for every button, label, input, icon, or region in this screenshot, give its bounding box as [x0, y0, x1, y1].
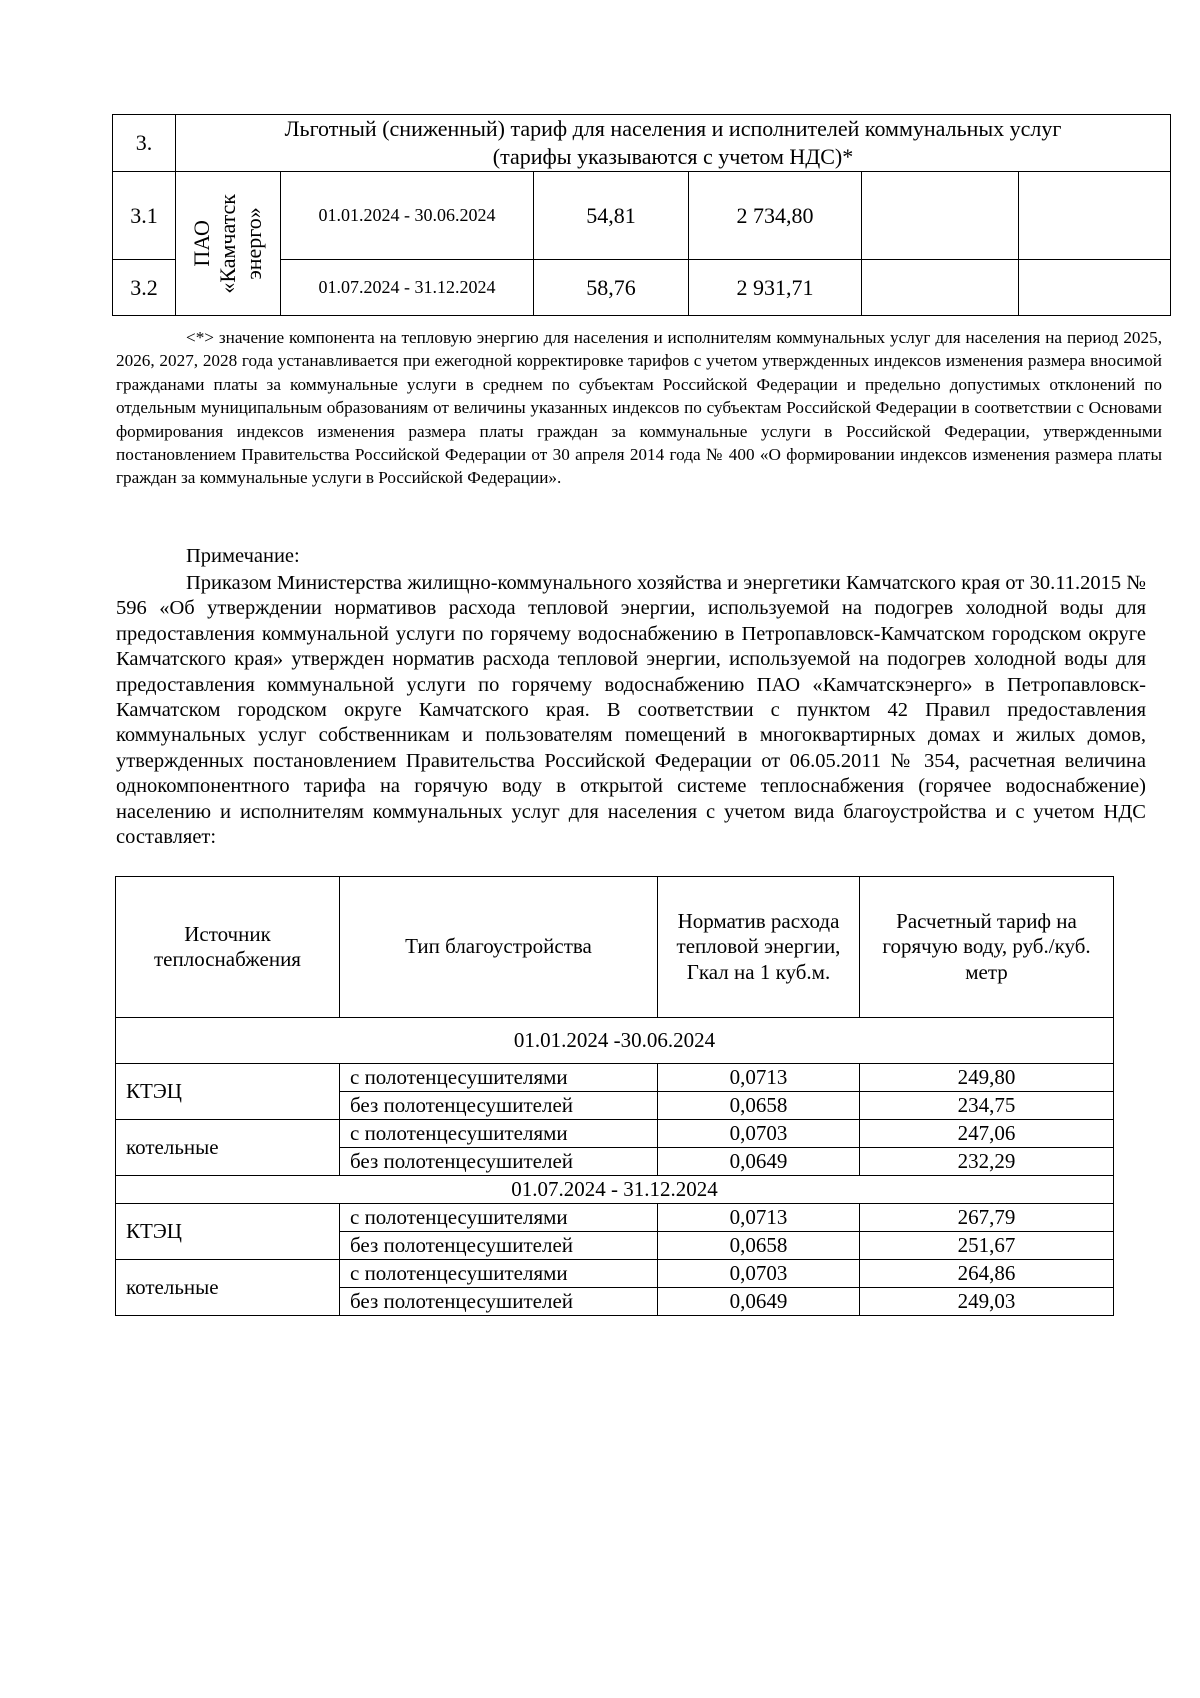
- tariff-cell: 249,03: [860, 1288, 1114, 1316]
- type-cell: с полотенцесушителями: [340, 1204, 658, 1232]
- note: [116, 571, 1146, 850]
- row-number: 3.2: [113, 260, 176, 316]
- type-cell: без полотенцесушителей: [340, 1232, 658, 1260]
- type-cell: без полотенцесушителей: [340, 1148, 658, 1176]
- period-row: [116, 1176, 1114, 1204]
- value-1: 58,76: [534, 260, 689, 316]
- section-title: [176, 115, 1171, 172]
- empty-cell: [1019, 172, 1171, 260]
- header-tariff: Расчетный тариф на горячую воду, руб./куб. метр: [860, 877, 1114, 1018]
- period: 01.07.2024 - 31.12.2024: [281, 260, 534, 316]
- footnote: [116, 326, 1162, 490]
- preferential-tariff-table: [112, 114, 1171, 316]
- section-header-row: [113, 115, 1171, 172]
- note-text: Приказом Министерства жилищно-коммунального хозяйства и энергетики Камчатского края от 30.11.2015 № 596 «Об утверждении нормативов расхода тепловой энергии, используемой на подогрев холодной воды для предоставления коммунальной услуги по горячему водоснабжению в Петропавловск-Камчатском городском округе Камчатского края» утвержден норматив расхода тепловой энергии, используемой на подогрев холодной воды для предоставления коммунальной услуги по горячему водоснабжению ПАО «Камчатскэнерго» в Петропавловск-Камчатском городском округе Камчатского края. В соответствии с пунктом 42 Правил предоставления коммунальных услуг собственникам и пользователям помещений в многоквартирных домах и жилых домов, утвержденных постановлением Правительства Российской Федерации от 06.05.2011 № 354, расчетная величина однокомпонентного тарифа на горячую воду в открытой системе теплоснабжения (горячее водоснабжение) населению и исполнителям коммунальных услуг для населения с учетом вида благоустройства и с учетом НДС составляет:: [116, 572, 1146, 849]
- header-norm: Норматив расхода тепловой энергии, Гкал на 1 куб.м.: [658, 877, 860, 1018]
- value-2: 2 931,71: [689, 260, 862, 316]
- company-line3: энерго»: [241, 207, 266, 280]
- company-line2: «Камчатск: [215, 193, 240, 294]
- value-2: 2 734,80: [689, 172, 862, 260]
- norm-cell: 0,0713: [658, 1064, 860, 1092]
- table-row: [116, 1120, 1114, 1148]
- type-cell: с полотенцесушителями: [340, 1064, 658, 1092]
- section-title-line1: Льготный (сниженный) тариф для населения и исполнителей коммунальных услуг: [284, 116, 1062, 141]
- tariff-cell: 234,75: [860, 1092, 1114, 1120]
- tariff-cell: 232,29: [860, 1148, 1114, 1176]
- company-line1: ПАО: [189, 220, 214, 267]
- norm-cell: 0,0649: [658, 1148, 860, 1176]
- norm-cell: 0,0713: [658, 1204, 860, 1232]
- source-cell: котельные: [116, 1120, 340, 1176]
- tariff-cell: 264,86: [860, 1260, 1114, 1288]
- period-label: 01.01.2024 -30.06.2024: [116, 1018, 1114, 1064]
- company-cell: [176, 172, 281, 316]
- tariff-cell: 251,67: [860, 1232, 1114, 1260]
- type-cell: без полотенцесушителей: [340, 1092, 658, 1120]
- row-number: 3.1: [113, 172, 176, 260]
- source-cell: КТЭЦ: [116, 1064, 340, 1120]
- note-title: Примечание:: [186, 545, 300, 567]
- norm-cell: 0,0703: [658, 1120, 860, 1148]
- source-cell: КТЭЦ: [116, 1204, 340, 1260]
- table-row: [116, 1064, 1114, 1092]
- source-cell: котельные: [116, 1260, 340, 1316]
- value-1: 54,81: [534, 172, 689, 260]
- empty-cell: [862, 172, 1019, 260]
- tariff-cell: 247,06: [860, 1120, 1114, 1148]
- footnote-text: <*> значение компонента на тепловую энергию для населения и исполнителям коммунальных услуг для населения на период 2025, 2026, 2027, 2028 года устанавливается при ежегодной корректировке тарифов с учетом утвержденных индексов изменения размера вносимой гражданами платы за коммунальные услуги в среднем по субъектам Российской Федерации и предельно допустимых отклонений по отдельным муниципальным образованиям от величины указанных индексов по субъектам Российской Федерации в соответствии с Основами формирования индексов изменения размера платы граждан за коммунальные услуги в Российской Федерации, утвержденными постановлением Правительства Российской Федерации от 30 апреля 2014 года № 400 «О формировании индексов изменения размера платы граждан за коммунальные услуги в Российской Федерации».: [116, 328, 1162, 488]
- table-row: [116, 1260, 1114, 1288]
- period: 01.01.2024 - 30.06.2024: [281, 172, 534, 260]
- period-row: [116, 1018, 1114, 1064]
- section-title-line2: (тарифы указываются с учетом НДС)*: [492, 144, 854, 169]
- period-label: 01.07.2024 - 31.12.2024: [116, 1176, 1114, 1204]
- norm-cell: 0,0649: [658, 1288, 860, 1316]
- type-cell: без полотенцесушителей: [340, 1288, 658, 1316]
- hot-water-tariff-table: [115, 876, 1114, 1316]
- type-cell: с полотенцесушителями: [340, 1260, 658, 1288]
- company-name: [189, 194, 267, 294]
- tariff-cell: 249,80: [860, 1064, 1114, 1092]
- table-header-row: [116, 877, 1114, 1018]
- type-cell: с полотенцесушителями: [340, 1120, 658, 1148]
- section-number: 3.: [113, 115, 176, 172]
- table-row: [116, 1204, 1114, 1232]
- norm-cell: 0,0658: [658, 1092, 860, 1120]
- header-type: Тип благоустройства: [340, 877, 658, 1018]
- header-source: Источник теплоснабжения: [116, 877, 340, 1018]
- tariff-row: [113, 172, 1171, 260]
- tariff-cell: 267,79: [860, 1204, 1114, 1232]
- norm-cell: 0,0703: [658, 1260, 860, 1288]
- norm-cell: 0,0658: [658, 1232, 860, 1260]
- empty-cell: [862, 260, 1019, 316]
- empty-cell: [1019, 260, 1171, 316]
